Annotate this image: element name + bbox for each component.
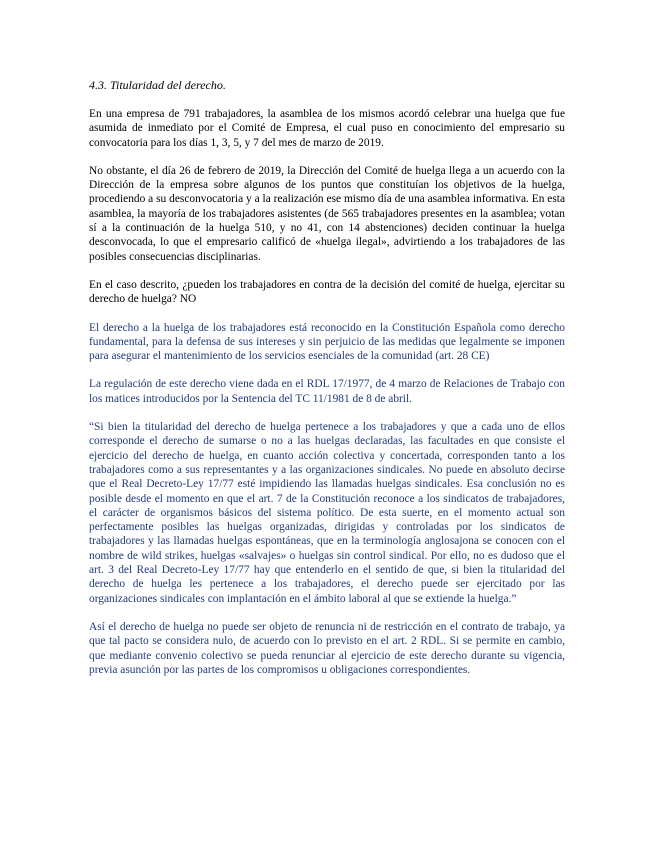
paragraph-case-intro: En una empresa de 791 trabajadores, la asamblea de los mismos acordó celebrar una huelga que fue asumida de inmediato por el Comité de Empresa, el cual puso en conocimiento del empresario su convocatoria para los días 1, 3, 5, y 7 del mes de marzo de 2019. [89, 108, 565, 149]
paragraph-answer-regulation: La regulación de este derecho viene dada en el RDL 17/1977, de 4 marzo de Relaciones de Trabajo con los matices introducidos por la Sentencia del TC 11/1981 de 8 de abril. [89, 378, 565, 405]
document-body [89, 78, 565, 691]
paragraph-answer-quote: “Si bien la titularidad del derecho de huelga pertenece a los trabajadores y que a cada uno de ellos corresponde el derecho de sumarse o no a las huelgas declaradas, las facultades en que consiste el ejercicio del derecho de huelga, en cuanto acción colectiva y concertada, corresponden tanto a los trabajadores como a sus representantes y a las organizaciones sindicales. No puede en absoluto decirse que el Real Decreto-Ley 17/77 esté impidiendo las llamadas huelgas sindicales. Esa conclusión no es posible desde el momento en que el art. 7 de la Constitución reconoce a los sindicatos de trabajadores, el carácter de organismos básicos del sistema político. De esta suerte, en el momento actual son perfectamente posibles las huelgas organizadas, dirigidas y controladas por los sindicatos de trabajadores y las llamadas huelgas espontáneas, que en la terminología anglosajona se conocen con el nombre de wild strikes, huelgas «salvajes» o huelgas sin control sindical. Por ello, no es dudoso que el art. 3 del Real Decreto-Ley 17/77 hay que entenderlo en el sentido de que, si bien la titularidad del derecho de huelga les pertenece a los trabajadores, el derecho puede ser ejercitado por las organizaciones sindicales con implantación en el ámbito laboral al que se extiende la huelga.” [89, 421, 565, 605]
paragraph-question: En el caso descrito, ¿pueden los trabajadores en contra de la decisión del comité de huelga, ejercitar su derecho de huelga? NO [89, 278, 565, 306]
paragraph-case-details: No obstante, el día 26 de febrero de 2019, la Dirección del Comité de huelga llega a un acuerdo con la Dirección de la empresa sobre algunos de los puntos que constituían los objetivos de la huelga, procediendo a su desconvocatoria y a la realización ese mismo día de una asamblea informativa. En esta asamblea, la mayoría de los trabajadores asistentes (de 565 trabajadores presentes en la asamblea; votan sí a la continuación de la huelga 510, y no 41, con 14 abstenciones) deciden continuar la huelga desconvocada, lo que el empresario calificó de «huelga ilegal», advirtiendo a los trabajadores de las posibles consecuencias disciplinarias. [89, 164, 565, 263]
paragraph-answer-constitution: El derecho a la huelga de los trabajadores está reconocido en la Constitución Española como derecho fundamental, para la defensa de sus intereses y sin perjuicio de las medidas que legalmente se imponen para asegurar el mantenimiento de los servicios esenciales de la comunidad (art. 28 CE) [89, 321, 565, 363]
paragraph-answer-conclusion: Así el derecho de huelga no puede ser objeto de renuncia ni de restricción en el contrato de trabajo, ya que tal pacto se considera nulo, de acuerdo con lo previsto en el art. 2 RDL. Si se permite en cambio, que mediante convenio colectivo se pueda renunciar al ejercicio de este derecho durante su vigencia, previa asunción por las partes de los compromisos u obligaciones correspondientes. [89, 620, 565, 676]
section-heading: 4.3. Titularidad del derecho. [89, 78, 226, 92]
